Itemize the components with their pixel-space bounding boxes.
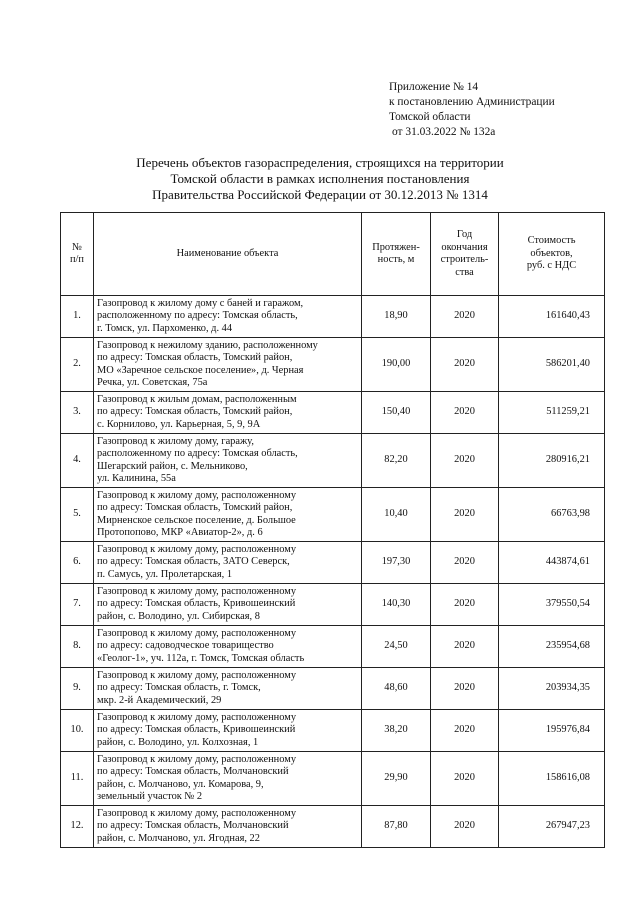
- object-name-line: ул. Калинина, 55а: [97, 473, 176, 484]
- object-name-line: Шегарский район, с. Мельниково,: [97, 460, 248, 472]
- object-name-line: Газопровод к жилому дому, расположенному: [97, 543, 297, 555]
- object-cost: 586201,40: [499, 338, 605, 392]
- objects-table: [60, 212, 605, 848]
- table-row: [61, 668, 605, 710]
- object-name-line: по адресу: Томская область, Томский район,: [97, 502, 293, 513]
- object-name-line: Газопровод к жилому дому, гаражу,: [97, 435, 254, 447]
- object-name: [94, 392, 362, 434]
- table-header-row: [61, 213, 605, 296]
- object-length: 18,90: [362, 296, 431, 338]
- row-number: 9.: [61, 668, 94, 710]
- table-row: [61, 392, 605, 434]
- header-cost-line: руб. с НДС: [526, 260, 577, 272]
- object-cost: 511259,21: [499, 392, 605, 434]
- object-name-line: район, с. Молчаново, ул. Комарова, 9,: [97, 778, 264, 790]
- object-name-line: г. Томск, ул. Пархоменко, д. 44: [97, 322, 233, 334]
- object-year: 2020: [431, 710, 499, 752]
- object-name-line: Газопровод к нежилому зданию, расположенному: [97, 339, 318, 351]
- object-name: [94, 752, 362, 806]
- object-year: 2020: [431, 584, 499, 626]
- table-row: [61, 488, 605, 542]
- object-name: [94, 668, 362, 710]
- object-length: 10,40: [362, 488, 431, 542]
- object-name-line: по адресу: Томская область, Томский район,: [97, 352, 293, 363]
- object-length: 140,30: [362, 584, 431, 626]
- object-cost: 158616,08: [499, 752, 605, 806]
- object-length: 190,00: [362, 338, 431, 392]
- object-length: 48,60: [362, 668, 431, 710]
- object-name-line: по адресу: Томская область, Молчановский: [97, 820, 289, 832]
- object-name-line: расположенному по адресу: Томская область,: [97, 310, 298, 322]
- object-cost: 379550,54: [499, 584, 605, 626]
- object-cost: 195976,84: [499, 710, 605, 752]
- object-name-line: Газопровод к жилым домам, расположенным: [97, 393, 297, 405]
- object-cost: 267947,23: [499, 806, 605, 848]
- appendix-line: Приложение № 14: [389, 81, 479, 93]
- object-cost: 203934,35: [499, 668, 605, 710]
- object-name-line: по адресу: Томская область, Молчановский: [97, 766, 289, 777]
- header-year-line: строитель-: [440, 254, 489, 265]
- table-row: [61, 296, 605, 338]
- row-number: 11.: [61, 752, 94, 806]
- object-name: [94, 626, 362, 668]
- object-name: [94, 584, 362, 626]
- object-year: 2020: [431, 668, 499, 710]
- object-length: 24,50: [362, 626, 431, 668]
- object-length: 38,20: [362, 710, 431, 752]
- object-year: 2020: [431, 392, 499, 434]
- table-body: [61, 296, 605, 848]
- table-row: [61, 338, 605, 392]
- object-year: 2020: [431, 626, 499, 668]
- object-name-line: Газопровод к жилому дому, расположенному: [97, 669, 297, 681]
- object-name: [94, 488, 362, 542]
- row-number: 10.: [61, 710, 94, 752]
- header-cost-line: Стоимость: [527, 235, 576, 247]
- object-cost: 235954,68: [499, 626, 605, 668]
- table-row: [61, 806, 605, 848]
- row-number: 4.: [61, 434, 94, 488]
- object-name-line: Газопровод к жилому дому с баней и гаражом,: [97, 297, 304, 309]
- header-year-line: Год: [456, 229, 473, 240]
- row-number: 8.: [61, 626, 94, 668]
- object-name-line: с. Корнилово, ул. Карьерная, 5, 9, 9А: [97, 418, 261, 430]
- object-year: 2020: [431, 434, 499, 488]
- object-name-line: Газопровод к жилому дому, расположенному: [97, 585, 297, 597]
- appendix-date-line: от 31.03.2022 № 132а: [392, 126, 496, 138]
- object-name-line: район, с. Молчаново, ул. Ягодная, 22: [97, 832, 260, 844]
- object-name: [94, 338, 362, 392]
- object-name-line: по адресу: Томская область, Томский район,: [97, 406, 293, 418]
- row-number: 1.: [61, 296, 94, 338]
- object-length: 150,40: [362, 392, 431, 434]
- row-number: 6.: [61, 542, 94, 584]
- object-year: 2020: [431, 806, 499, 848]
- object-cost: 280916,21: [499, 434, 605, 488]
- object-name: [94, 542, 362, 584]
- object-name-line: мкр. 2-й Академический, 29: [97, 694, 222, 706]
- table-row: [61, 626, 605, 668]
- row-number: 3.: [61, 392, 94, 434]
- object-name-line: район, с. Володино, ул. Сибирская, 8: [97, 610, 260, 622]
- object-name-line: Газопровод к жилому дому, расположенному: [97, 807, 297, 819]
- header-name: Наименование объекта: [94, 213, 362, 296]
- title-line: Перечень объектов газораспределения, строящихся на территории: [136, 155, 504, 170]
- header-cost: [499, 213, 605, 296]
- table-row: [61, 434, 605, 488]
- appendix-line: к постановлению Администрации: [389, 96, 555, 108]
- header-length-line: ность, м: [377, 254, 415, 265]
- row-number: 7.: [61, 584, 94, 626]
- row-number: 2.: [61, 338, 94, 392]
- object-name: [94, 710, 362, 752]
- header-cost-line: объектов,: [530, 247, 573, 259]
- object-year: 2020: [431, 488, 499, 542]
- header-length-line: Протяжен-: [372, 241, 420, 253]
- document-title: [60, 155, 580, 203]
- object-length: 197,30: [362, 542, 431, 584]
- object-length: 82,20: [362, 434, 431, 488]
- object-year: 2020: [431, 338, 499, 392]
- object-name-line: расположенному по адресу: Томская область,: [97, 448, 298, 459]
- object-cost: 66763,98: [499, 488, 605, 542]
- object-year: 2020: [431, 752, 499, 806]
- object-name-line: Газопровод к жилому дому, расположенному: [97, 753, 297, 765]
- table-row: [61, 542, 605, 584]
- object-name-line: по адресу: Томская область, Кривошеинский: [97, 724, 296, 736]
- object-length: 87,80: [362, 806, 431, 848]
- object-name-line: район, с. Володино, ул. Колхозная, 1: [97, 736, 259, 748]
- title-line: Правительства Российской Федерации от 30.12.2013 № 1314: [152, 187, 488, 202]
- appendix-line: Томской области: [389, 111, 471, 123]
- object-name-line: Газопровод к жилому дому, расположенному: [97, 711, 297, 723]
- appendix-block: [389, 80, 629, 140]
- header-year: [431, 213, 499, 296]
- header-year-line: ства: [455, 266, 474, 278]
- object-name-line: п. Самусь, ул. Пролетарская, 1: [97, 568, 233, 580]
- object-name-line: по адресу: садоводческое товарищество: [97, 640, 274, 652]
- header-year-line: окончания: [441, 241, 488, 253]
- object-name-line: МО «Заречное сельское поселение», д. Черная: [97, 364, 304, 376]
- table-row: [61, 752, 605, 806]
- object-name-line: Газопровод к жилому дому, расположенному: [97, 489, 297, 501]
- title-line: Томской области в рамках исполнения постановления: [170, 171, 470, 186]
- object-year: 2020: [431, 296, 499, 338]
- header-num-line: п/п: [69, 254, 84, 265]
- object-name-line: Протопопово, МКР «Авиатор-2», д. 6: [97, 527, 263, 538]
- object-cost: 443874,61: [499, 542, 605, 584]
- table-row: [61, 710, 605, 752]
- table-row: [61, 584, 605, 626]
- object-name-line: по адресу: Томская область, ЗАТО Северск,: [97, 556, 290, 568]
- row-number: 12.: [61, 806, 94, 848]
- object-name: [94, 434, 362, 488]
- header-length: [362, 213, 431, 296]
- object-name: [94, 806, 362, 848]
- object-name-line: Речка, ул. Советская, 75а: [97, 377, 208, 388]
- object-year: 2020: [431, 542, 499, 584]
- header-num-line: №: [72, 241, 82, 253]
- object-name: [94, 296, 362, 338]
- object-name-line: по адресу: Томская область, Кривошеинский: [97, 598, 296, 610]
- header-num: [61, 213, 94, 296]
- row-number: 5.: [61, 488, 94, 542]
- object-name-line: по адресу: Томская область, г. Томск,: [97, 682, 261, 694]
- object-name-line: Мирненское сельское поселение, д. Большое: [97, 514, 296, 526]
- object-name-line: Газопровод к жилому дому, расположенному: [97, 627, 297, 639]
- object-name-line: земельный участок № 2: [97, 791, 203, 802]
- object-length: 29,90: [362, 752, 431, 806]
- object-cost: 161640,43: [499, 296, 605, 338]
- object-name-line: «Геолог-1», уч. 112а, г. Томск, Томская область: [97, 652, 305, 664]
